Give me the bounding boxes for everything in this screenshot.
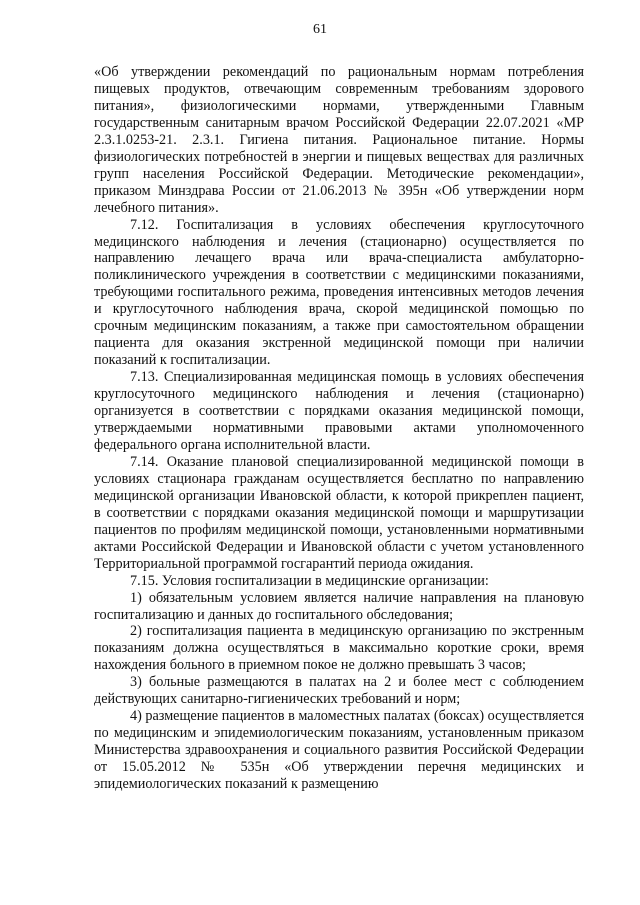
paragraph-7-15: 7.15. Условия госпитализации в медицинские организации: — [130, 572, 489, 589]
list-item-3: 3) больные размещаются в палатах на 2 и более мест с соблюдением действующих санитарно-гигиенических требований и норм; — [94, 674, 584, 708]
list-item-1: 1) обязательным условием является наличие направления на плановую госпитализацию и данных до госпитального обследования; — [94, 589, 584, 623]
paragraph-7-14: 7.14. Оказание плановой специализированной медицинской помощи в условиях стационара гражданам осуществляется бесплатно по направлению медицинской организации Ивановской области, к которой прикреплен пациент, в соответствии с порядками оказания медицинской помощи и маршрутизации пациентов по профилям медицинской помощи, установленными нормативными актами Российской Федерации и Ивановской области с учетом установленного Территориальной программой госгарантий периода ожидания. — [94, 453, 584, 572]
paragraph-7-13: 7.13. Специализированная медицинская помощь в условиях обеспечения круглосуточного медицинского наблюдения и лечения (стационарно) организуется в соответствии с порядками оказания медицинской помощи, утверждаемыми нормативными правовыми актами уполномоченного федерального органа исполнительной власти. — [94, 369, 584, 453]
paragraph-continuation: «Об утверждении рекомендаций по рациональным нормам потребления пищевых продуктов, отвечающим современным требованиям здорового питания», физиологическими нормами, утвержденными Главным государственным санитарным врачом Российской Федерации 22.07.2021 «МР 2.3.1.0253-21. 2.3.1. Гигиена питания. Рациональное питание. Нормы физиологических потребностей в энергии и пищевых веществах для различных групп населения Российской Федерации. Методические рекомендации», приказом Минздрава России от 21.06.2013 № 395н «Об утверждении норм лечебного питания». — [94, 64, 584, 216]
document-body — [94, 64, 584, 793]
list-item-2: 2) госпитализация пациента в медицинскую организацию по экстренным показаниям должна осуществляться в максимально короткие сроки, время нахождения больного в приемном покое не должно превышать 3 часов; — [94, 623, 584, 674]
list-item-4: 4) размещение пациентов в маломестных палатах (боксах) осуществляется по медицинским и эпидемиологическим показаниям, установленным приказом Министерства здравоохранения и социального развития Российской Федерации от 15.05.2012 № 535н «Об утверждении перечня медицинских и эпидемиологических показаний к размещению — [94, 708, 584, 793]
page-number: 61 — [313, 22, 327, 37]
paragraph-7-12: 7.12. Госпитализация в условиях обеспечения круглосуточного медицинского наблюдения и лечения (стационарно) осуществляется по направлению лечащего врача или врача-специалиста амбулаторно-поликлинического учреждения в соответствии с медицинскими показаниями, требующими госпитального режима, проведения интенсивных методов лечения и круглосуточного наблюдения врача, скорой медицинской помощью по срочным медицинским показаниям, а также при самостоятельном обращении пациента для оказания экстренной медицинской помощи при наличии показаний к госпитализации. — [94, 216, 584, 369]
